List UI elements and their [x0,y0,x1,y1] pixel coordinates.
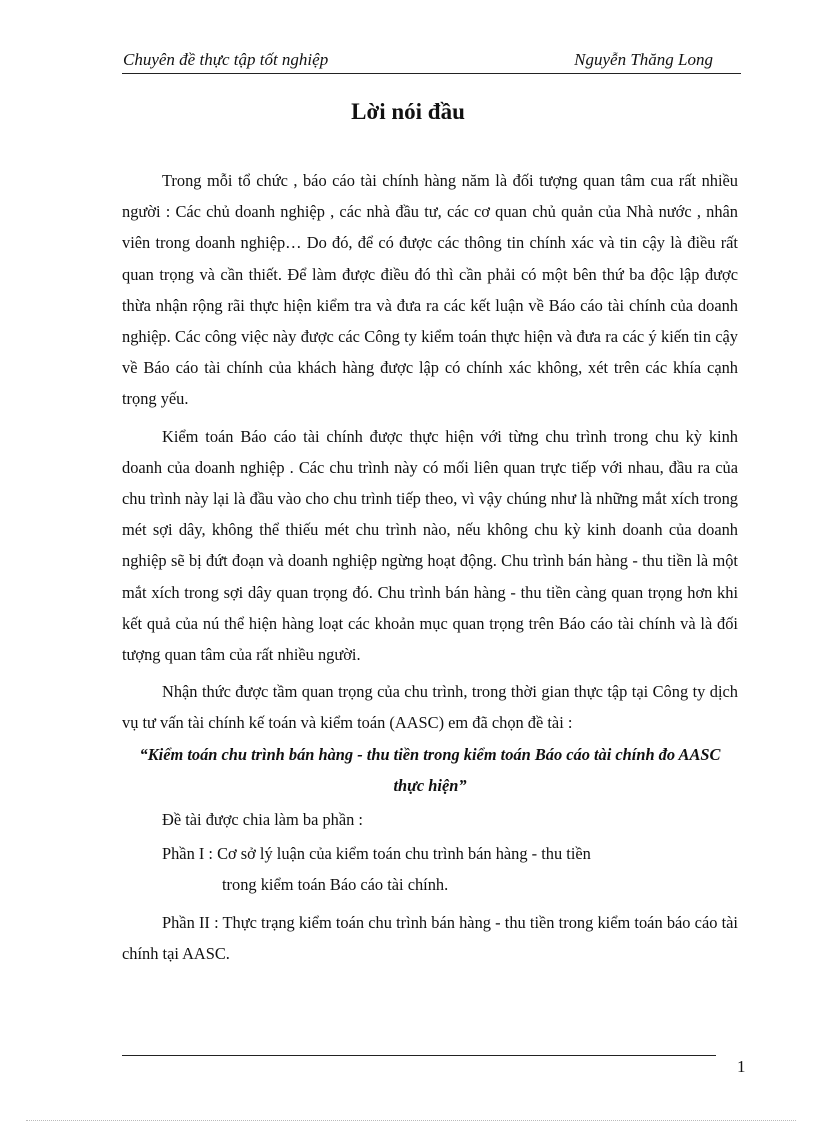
paragraph-intro: Trong mỗi tổ chức , báo cáo tài chính hàng năm là đối tượng quan tâm cua rất nhiều người : Các chủ doanh nghiệp , các nhà đầu tư, các cơ quan chủ quản của Nhà nước , nhân viên trong doanh nghiệp… Do đó, để có được các thông tin chính xác và tin cậy là điều rất quan trọng và cần thiết. Để làm được điều đó thì cần phải có một bên thứ ba độc lập được thừa nhận rộng rãi thực hiện kiểm tra và đưa ra các kết luận về Báo cáo tài chính của doanh nghiệp. Các công việc này được các Công ty kiểm toán thực hiện và đưa ra các ý kiến tin cậy về Báo cáo tài chính của khách hàng được lập có chính xác không, xét trên các khía cạnh trọng yếu. [122,171,738,409]
header-document-type: Chuyên đề thực tập tốt nghiệp [123,50,329,69]
outline-part-2: Phần II : Thực trạng kiểm toán chu trình bán hàng - thu tiền trong kiểm toán báo cáo tài chính tại AASC. [122,912,738,963]
footer-divider [122,1055,716,1056]
outline-part-1-continued: trong kiểm toán Báo cáo tài chính. [222,875,449,895]
outline-intro: Đề tài được chia làm ba phần : [162,810,363,830]
outline-part-1: Phần I : Cơ sở lý luận của kiểm toán chu trình bán hàng - thu tiền [162,844,591,864]
thesis-title: “Kiểm toán chu trình bán hàng - thu tiền trong kiểm toán Báo cáo tài chính đo AASC thực hiện” [139,744,721,795]
paragraph-audit-cycles: Kiểm toán Báo cáo tài chính được thực hiện với từng chu trình trong chu kỳ kinh doanh của doanh nghiệp . Các chu trình này có mối liên quan trực tiếp với nhau, đầu ra của chu trình này lại là đầu vào cho chu trình tiếp theo, vì vậy chúng như là những mắt xích trong mét sợi dây, không thể thiếu mét chu trình nào, nếu không chu kỳ kinh doanh của doanh nghiệp sẽ bị đứt đoạn và doanh nghiệp ngừng hoạt động. Chu trình bán hàng - thu tiền là một mắt xích trong sợi dây quan trọng đó. Chu trình bán hàng - thu tiền càng quan trọng hơn khi kết quả của nú thể hiện hàng loạt các khoản mục quan trọng trên Báo cáo tài chính và là đối tượng quan tâm của rất nhiều người. [122,426,738,665]
paragraph-topic-choice: Nhận thức được tầm quan trọng của chu trình, trong thời gian thực tập tại Công ty dịch vụ tư vấn tài chính kế toán và kiểm toán (AASC) em đã chọn đề tài : [122,682,738,733]
page-number: 1 [737,1057,746,1076]
running-header [122,49,741,74]
header-author: Nguyễn Thăng Long [574,50,713,69]
document-body [122,165,738,969]
page-title: Lời nói đầu [351,99,465,124]
page-bottom-edge [26,1120,796,1121]
